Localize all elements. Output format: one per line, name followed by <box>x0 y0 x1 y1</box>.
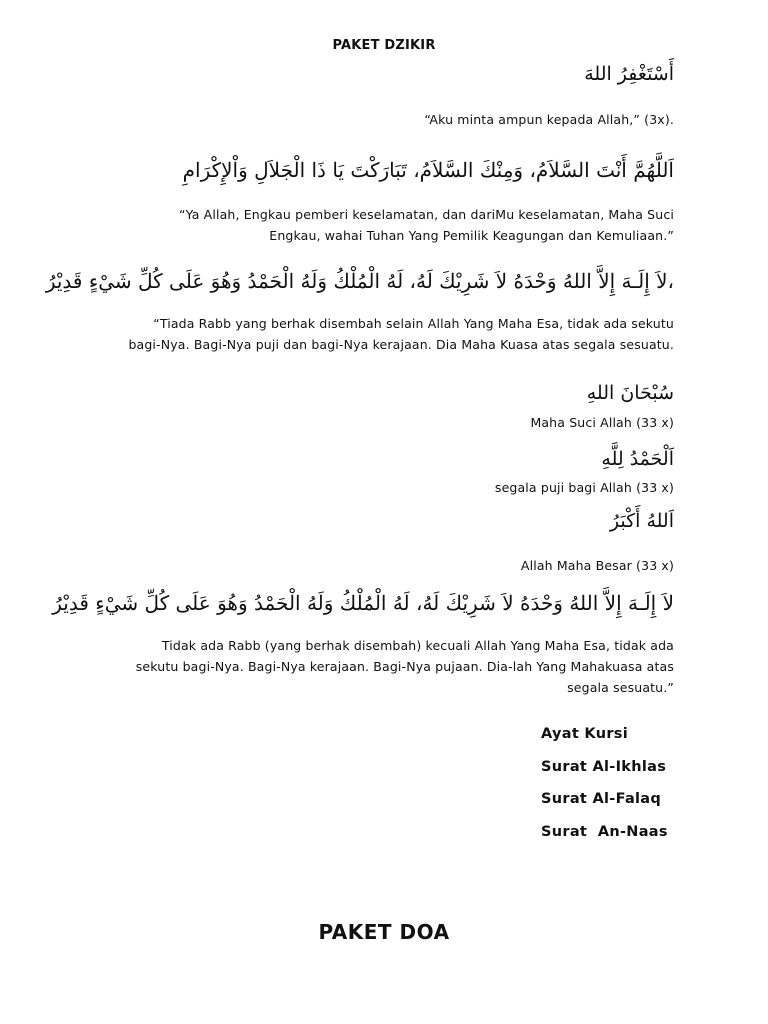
translation-tahlil <box>128 313 674 355</box>
arabic-alhamdulillah: اَلْحَمْدُ لِلَّهِ <box>601 448 674 470</box>
surah-list <box>541 723 668 853</box>
section-title-paket-doa: PAKET DOA <box>318 920 450 944</box>
arabic-istighfar: أَسْتَغْفِرُ اللهَ <box>584 63 674 85</box>
translation-line: sekutu bagi-Nya. Bagi-Nya kerajaan. Bagi-Nya pujaan. Dia-lah Yang Mahakuasa atas <box>135 659 674 674</box>
arabic-tahlil: ،لاَ إِلَـهَ إِلاَّ اللهُ وَحْدَهُ لاَ شَرِيْكَ لَهُ، لَهُ الْمُلْكُ وَلَهُ الْحَمْدُ وَهُوَ عَلَى كُلِّ شَيْءٍ قَدِيْرُ <box>45 269 674 293</box>
translation-line: Maha Suci Allah (33 x) <box>530 415 674 430</box>
translation-alhamdulillah <box>495 477 674 498</box>
arabic-allahumma-antas-salam: اَللَّهُمَّ أَنْتَ السَّلاَمُ، وَمِنْكَ السَّلاَمُ، تَبَارَكْتَ يَا ذَا الْجَلاَلِ وَاْلإِكْرَامِ <box>182 158 674 182</box>
translation-line: segala puji bagi Allah (33 x) <box>494 480 674 495</box>
translation-line: Allah Maha Besar (33 x) <box>520 558 674 573</box>
translation-line: “Aku minta ampun kepada Allah,” (3x). <box>424 112 674 127</box>
translation-tahlil-closing <box>136 635 674 698</box>
list-item: Surat An-Naas <box>541 823 668 840</box>
list-item: Surat Al-Falaq <box>541 791 662 807</box>
document-title: PAKET DZIKIR <box>332 38 436 53</box>
translation-allahumma-antas-salam <box>179 204 674 246</box>
translation-line: “Ya Allah, Engkau pemberi keselamatan, dan dariMu keselamatan, Maha Suci <box>179 207 674 222</box>
list-item: Surat Al-Ikhlas <box>541 758 667 775</box>
translation-line: Engkau, wahai Tuhan Yang Pemilik Keagungan dan Kemuliaan.” <box>269 228 674 243</box>
arabic-allahu-akbar: اَللهُ أَكْبَرُ <box>609 510 674 532</box>
translation-allahu-akbar <box>521 555 674 576</box>
translation-line: segala sesuatu.” <box>567 680 674 695</box>
translation-line: “Tiada Rabb yang berhak disembah selain Allah Yang Maha Esa, tidak ada sekutu <box>153 316 674 331</box>
translation-line: Tidak ada Rabb (yang berhak disembah) kecuali Allah Yang Maha Esa, tidak ada <box>161 638 674 653</box>
arabic-tahlil-closing: لاَ إِلَـهَ إِلاَّ اللهُ وَحْدَهُ لاَ شَرِيْكَ لَهُ، لَهُ الْمُلْكُ وَلَهُ الْحَمْدُ وَهُوَ عَلَى كُلِّ شَيْءٍ قَدِيْرُ <box>52 591 674 615</box>
translation-istighfar <box>424 109 674 130</box>
translation-line: bagi-Nya. Bagi-Nya puji dan bagi-Nya kerajaan. Dia Maha Kuasa atas segala sesuatu. <box>128 337 674 352</box>
translation-subhanallah <box>530 412 674 433</box>
list-item: Ayat Kursi <box>541 726 628 742</box>
arabic-subhanallah: سُبْحَانَ اللهِ <box>586 382 674 404</box>
